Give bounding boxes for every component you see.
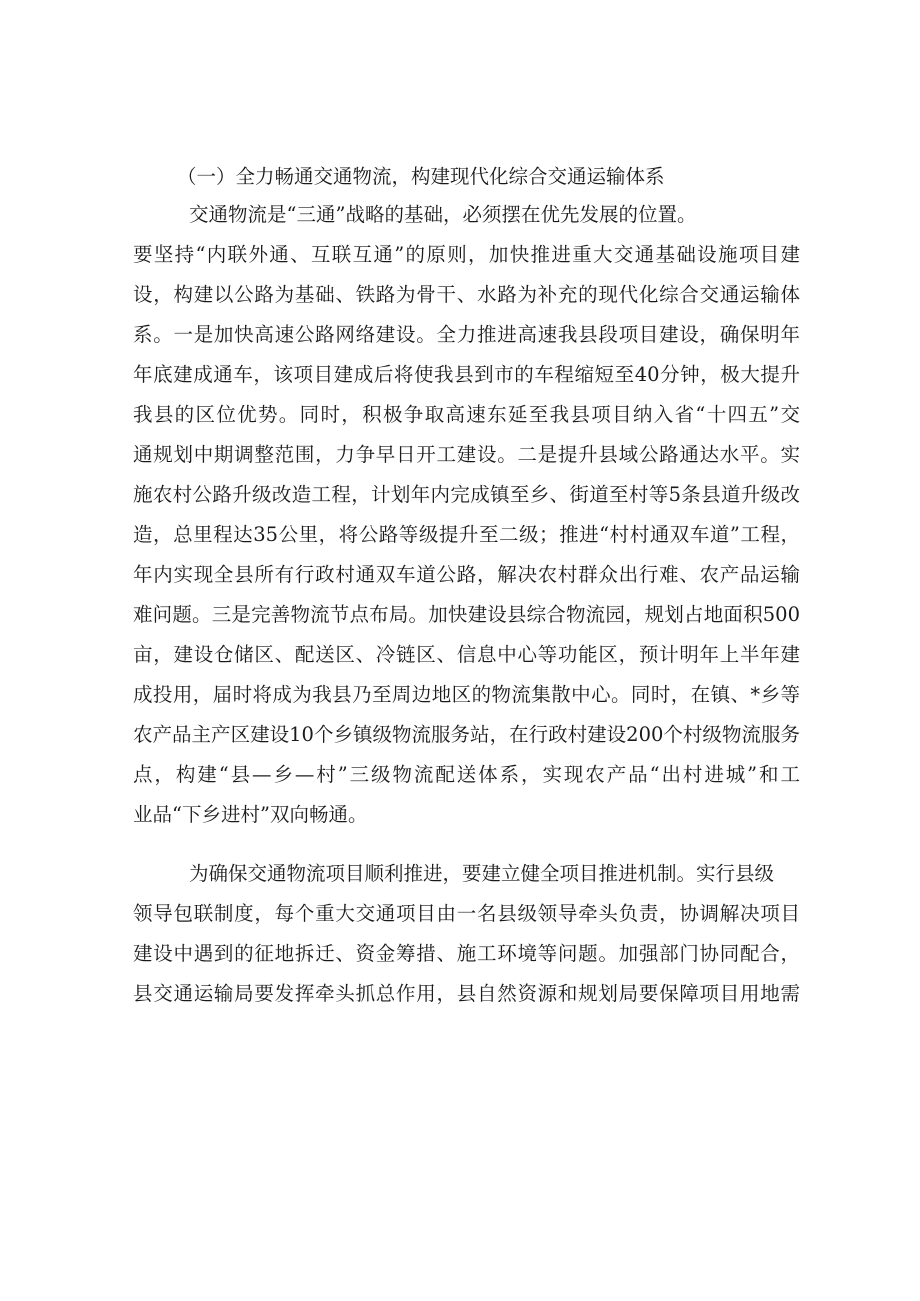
paragraph-line: 亩，建设仓储区、配送区、冷链区、信息中心等功能区，预计明年上半年建 <box>133 643 800 666</box>
paragraph-line: 年底建成通车，该项目建成后将使我县到市的车程缩短至40分钟，极大提升 <box>133 363 800 386</box>
paragraph-line: 造，总里程达35公里，将公路等级提升至二级；推进“村村通双车道”工程， <box>133 523 800 546</box>
paragraph-line: 为确保交通物流项目顺利推进，要建立健全项目推进机制。实行县级 <box>189 862 775 885</box>
paragraph-line: 我县的区位优势。同时，积极争取高速东延至我县项目纳入省“十四五”交 <box>133 403 800 426</box>
paragraph-line: 要坚持“内联外通、互联互通”的原则，加快推进重大交通基础设施项目建 <box>133 243 800 266</box>
section-heading: （一）全力畅通交通物流，构建现代化综合交通运输体系 <box>177 165 665 188</box>
paragraph-line: 交通物流是“三通”战略的基础，必须摆在优先发展的位置。 <box>189 203 697 226</box>
paragraph-line: 农产品主产区建设10个乡镇级物流服务站，在行政村建设200个村级物流服务 <box>133 723 800 746</box>
paragraph-line: 领导包联制度，每个重大交通项目由一名县级领导牵头负责，协调解决项目 <box>133 902 800 925</box>
paragraph-line: 设，构建以公路为基础、铁路为骨干、水路为补充的现代化综合交通运输体 <box>133 283 800 306</box>
paragraph-line: 施农村公路升级改造工程，计划年内完成镇至乡、街道至村等5条县道升级改 <box>133 483 800 506</box>
paragraph-line: 业品“下乡进村”双向畅通。 <box>133 803 368 826</box>
paragraph-line: 县交通运输局要发挥牵头抓总作用，县自然资源和规划局要保障项目用地需 <box>133 982 800 1005</box>
paragraph-line: 年内实现全县所有行政村通双车道公路，解决农村群众出行难、农产品运输 <box>133 563 800 586</box>
paragraph-line: 系。一是加快高速公路网络建设。全力推进高速我县段项目建设，确保明年 <box>133 323 800 346</box>
paragraph-line: 点，构建“县—乡—村”三级物流配送体系，实现农产品“出村进城”和工 <box>133 763 800 786</box>
paragraph-line: 通规划中期调整范围，力争早日开工建设。二是提升县域公路通达水平。实 <box>133 443 800 466</box>
paragraph-line: 难问题。三是完善物流节点布局。加快建设县综合物流园，规划占地面积500 <box>133 603 800 626</box>
paragraph-line: 建设中遇到的征地拆迁、资金筹措、施工环境等问题。加强部门协同配合， <box>133 942 800 965</box>
paragraph-line: 成投用，届时将成为我县乃至周边地区的物流集散中心。同时，在镇、*乡等 <box>133 683 800 706</box>
